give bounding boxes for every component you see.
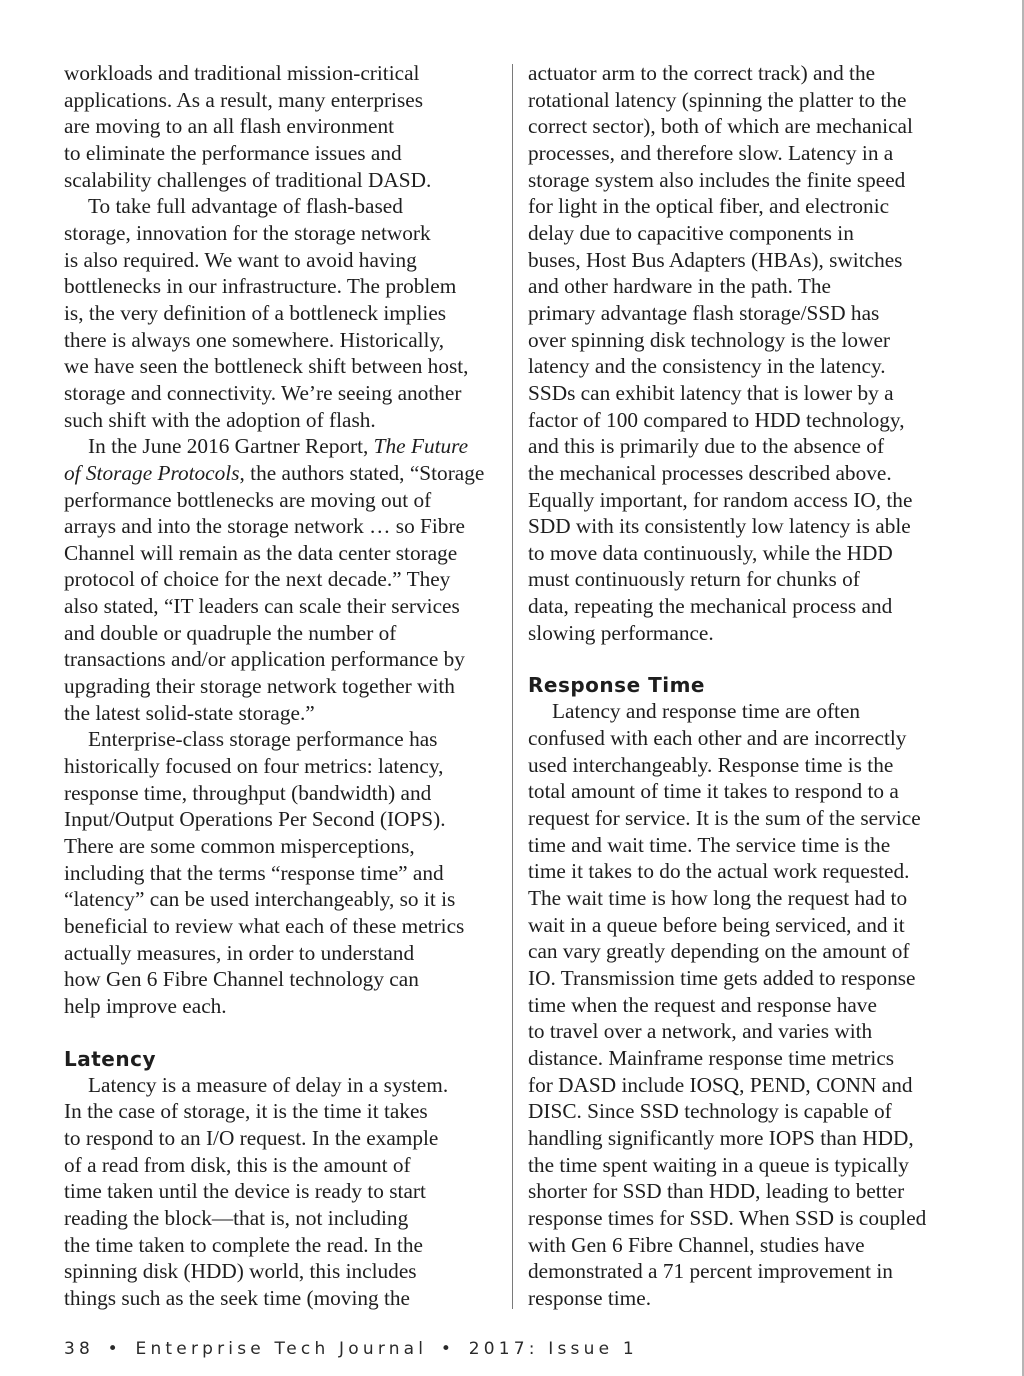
text-line: delay due to capacitive components in bbox=[528, 220, 854, 245]
text-line: to respond to an I/O request. In the example bbox=[64, 1125, 439, 1150]
text-line: bottlenecks in our infrastructure. The problem bbox=[64, 274, 457, 299]
right-column bbox=[528, 60, 960, 1312]
footer-separator: • bbox=[107, 1339, 122, 1359]
text-line: the time taken to complete the read. In the bbox=[64, 1232, 423, 1257]
column-divider bbox=[512, 64, 513, 1309]
text-line: is also required. We want to avoid having bbox=[64, 247, 417, 272]
text-line: The wait time is how long the request had to bbox=[528, 886, 908, 911]
text-line: applications. As a result, many enterprises bbox=[64, 87, 423, 112]
response-time-heading: Response Time bbox=[528, 673, 705, 698]
text-line: demonstrated a 71 percent improvement in bbox=[528, 1259, 893, 1284]
text-line: scalability challenges of traditional DASD. bbox=[64, 167, 432, 192]
text-line: primary advantage flash storage/SSD has bbox=[528, 300, 880, 325]
text-line: SDD with its consistently low latency is able bbox=[528, 514, 911, 539]
text-line: Channel will remain as the data center storage bbox=[64, 540, 458, 565]
text-line: upgrading their storage network together with bbox=[64, 674, 455, 699]
text-line: of a read from disk, this is the amount of bbox=[64, 1152, 411, 1177]
text-line: distance. Mainframe response time metrics bbox=[528, 1045, 895, 1070]
latency-heading: Latency bbox=[64, 1046, 156, 1071]
text-line: to move data continuously, while the HDD bbox=[528, 540, 893, 565]
page-number: 38 bbox=[64, 1339, 95, 1359]
text-line: and other hardware in the path. The bbox=[528, 274, 831, 299]
text-line: can vary greatly depending on the amount of bbox=[528, 939, 910, 964]
text-line: Input/Output Operations Per Second (IOPS). bbox=[64, 807, 446, 832]
text-line: such shift with the adoption of flash. bbox=[64, 407, 376, 432]
text-line: correct sector), both of which are mechanical bbox=[528, 114, 913, 139]
publication-name: Enterprise Tech Journal bbox=[135, 1339, 428, 1359]
text-line: how Gen 6 Fibre Channel technology can bbox=[64, 967, 419, 992]
text-line: we have seen the bottleneck shift between host, bbox=[64, 354, 469, 379]
text-line: including that the terms “response time” and bbox=[64, 860, 444, 885]
paragraph-latency bbox=[64, 1072, 496, 1312]
text-line: response time. bbox=[528, 1285, 652, 1310]
paragraph-gartner-report bbox=[64, 433, 496, 726]
text-line: time it takes to do the actual work requested. bbox=[528, 859, 910, 884]
paragraph-latency-continued bbox=[528, 60, 960, 646]
text-line: latency and the consistency in the latency. bbox=[528, 354, 886, 379]
text-line: to eliminate the performance issues and bbox=[64, 140, 402, 165]
paragraph-flash-storage bbox=[64, 193, 496, 433]
text-line: DISC. Since SSD technology is capable of bbox=[528, 1099, 892, 1124]
gartner-text-continued: , the authors stated, “Storage bbox=[239, 460, 485, 485]
text-line: storage system also includes the finite speed bbox=[528, 167, 906, 192]
text-line: workloads and traditional mission-critical bbox=[64, 61, 420, 85]
text-line: used interchangeably. Response time is the bbox=[528, 752, 894, 777]
text-line: and this is primarily due to the absence of bbox=[528, 434, 885, 459]
text-line: data, repeating the mechanical process and bbox=[528, 594, 893, 619]
text-line: the latest solid-state storage.” bbox=[64, 700, 315, 725]
text-line: In the case of storage, it is the time it takes bbox=[64, 1099, 428, 1124]
text-line: handling significantly more IOPS than HDD, bbox=[528, 1125, 914, 1150]
text-line: protocol of choice for the next decade.” They bbox=[64, 567, 451, 592]
text-line: time and wait time. The service time is the bbox=[528, 832, 891, 857]
text-line: shorter for SSD than HDD, leading to better bbox=[528, 1179, 905, 1204]
text-line: things such as the seek time (moving the bbox=[64, 1285, 411, 1310]
text-line: response times for SSD. When SSD is coupled bbox=[528, 1205, 927, 1230]
text-line: historically focused on four metrics: latency, bbox=[64, 754, 444, 779]
report-title-part-1: The Future bbox=[373, 434, 469, 459]
text-line: reading the block—that is, not including bbox=[64, 1205, 409, 1230]
text-line: “latency” can be used interchangeably, so it is bbox=[64, 887, 456, 912]
text-line: time when the request and response have bbox=[528, 992, 877, 1017]
text-line: to travel over a network, and varies with bbox=[528, 1019, 873, 1044]
paragraph-metrics bbox=[64, 726, 496, 1019]
report-title-part-2: of Storage Protocols bbox=[64, 460, 240, 485]
text-line: slowing performance. bbox=[528, 620, 714, 645]
text-line: is, the very definition of a bottleneck implies bbox=[64, 300, 447, 325]
text-line: and double or quadruple the number of bbox=[64, 620, 397, 645]
page-footer bbox=[64, 1339, 638, 1359]
text-line: total amount of time it takes to respond to a bbox=[528, 779, 899, 804]
text-line: actuator arm to the correct track) and the bbox=[528, 61, 876, 85]
text-line: actually measures, in order to understand bbox=[64, 940, 415, 965]
text-line: There are some common misperceptions, bbox=[64, 834, 415, 859]
text-line: response time, throughput (bandwidth) and bbox=[64, 780, 432, 805]
text-line: Equally important, for random access IO, the bbox=[528, 487, 913, 512]
text-line: the mechanical processes described above. bbox=[528, 460, 892, 485]
text-line: spinning disk (HDD) world, this includes bbox=[64, 1259, 417, 1284]
text-line: time taken until the device is ready to start bbox=[64, 1179, 426, 1204]
text-line: there is always one somewhere. Historically, bbox=[64, 327, 445, 352]
text-line: over spinning disk technology is the lower bbox=[528, 327, 890, 352]
text-line: IO. Transmission time gets added to response bbox=[528, 966, 916, 990]
text-line: storage, innovation for the storage network bbox=[64, 220, 431, 245]
text-line: help improve each. bbox=[64, 993, 227, 1018]
text-line: are moving to an all flash environment bbox=[64, 114, 395, 139]
text-line: request for service. It is the sum of the service bbox=[528, 806, 921, 831]
text-line: the time spent waiting in a queue is typically bbox=[528, 1152, 909, 1177]
text-line: transactions and/or application performance by bbox=[64, 647, 465, 672]
text-line: for DASD include IOSQ, PEND, CONN and bbox=[528, 1072, 913, 1097]
text-line: Latency is a measure of delay in a system. bbox=[88, 1072, 449, 1097]
text-line: must continuously return for chunks of bbox=[528, 567, 860, 592]
text-line: buses, Host Bus Adapters (HBAs), switches bbox=[528, 247, 903, 272]
left-column bbox=[64, 60, 496, 1312]
text-line: Enterprise-class storage performance has bbox=[88, 727, 438, 752]
text-line: also stated, “IT leaders can scale their services bbox=[64, 594, 460, 619]
paragraph-intro-continued bbox=[64, 60, 496, 193]
gartner-text-rest bbox=[64, 488, 465, 725]
text-line: with Gen 6 Fibre Channel, studies have bbox=[528, 1232, 865, 1257]
text-line: beneficial to review what each of these metrics bbox=[64, 914, 465, 938]
text-line: confused with each other and are incorrectly bbox=[528, 726, 907, 751]
text-line: wait in a queue before being serviced, and it bbox=[528, 912, 905, 937]
footer-separator: • bbox=[440, 1339, 456, 1359]
text-line: Latency and response time are often bbox=[552, 699, 861, 724]
gartner-text-start: In the June 2016 Gartner Report, bbox=[88, 434, 374, 459]
text-line: storage and connectivity. We’re seeing another bbox=[64, 380, 462, 405]
text-line: arrays and into the storage network … so Fibre bbox=[64, 514, 465, 539]
text-line: factor of 100 compared to HDD technology, bbox=[528, 407, 905, 432]
text-line: SSDs can exhibit latency that is lower by a bbox=[528, 380, 894, 405]
text-line: To take full advantage of flash-based bbox=[88, 194, 403, 219]
text-line: for light in the optical fiber, and electronic bbox=[528, 194, 890, 219]
text-line: processes, and therefore slow. Latency in a bbox=[528, 140, 894, 165]
text-line: rotational latency (spinning the platter to the bbox=[528, 87, 907, 112]
issue-label: 2017: Issue 1 bbox=[468, 1339, 638, 1359]
paragraph-response-time bbox=[528, 698, 960, 1311]
text-line: performance bottlenecks are moving out of bbox=[64, 487, 432, 512]
